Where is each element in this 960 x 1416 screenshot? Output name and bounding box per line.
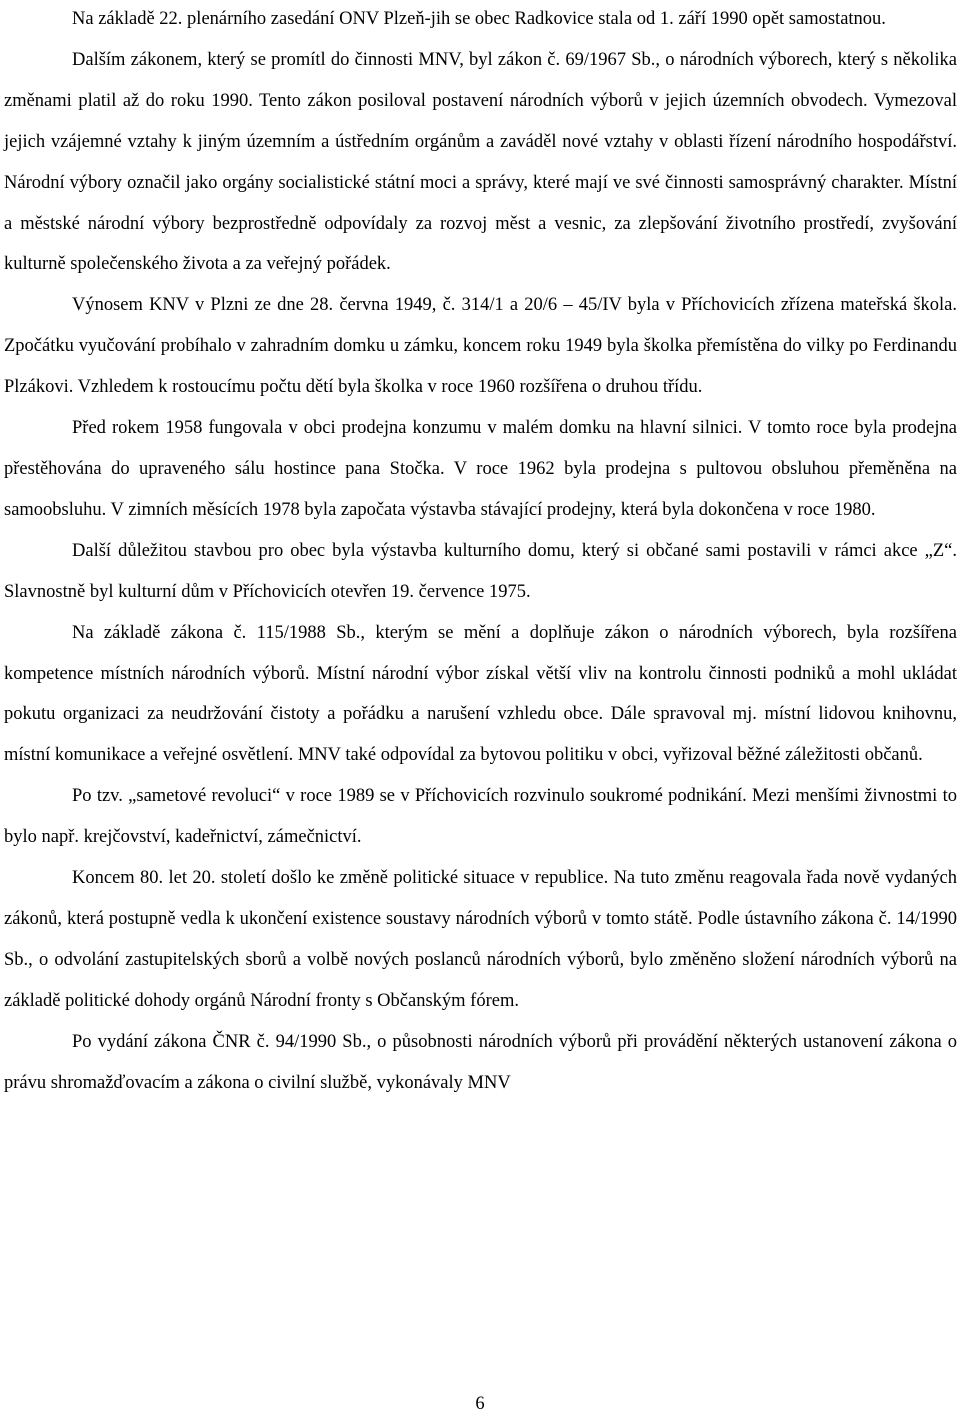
paragraph-5: Další důležitou stavbou pro obec byla výstavba kulturního domu, který si občané sami postavili v rámci akce „Z“. Slavnostně byl kulturní dům v Příchovicích otevřen 19. července 1975. bbox=[4, 540, 957, 602]
paragraph-2: Dalším zákonem, který se promítl do činnosti MNV, byl zákon č. 69/1967 Sb., o národních výborech, který s několika změnami platil až do roku 1990. Tento zákon posiloval postavení národních výborů v jejich územních obvodech. Vymezoval jejich vzájemné vztahy k jiným územním a ústředním orgánům a zaváděl nové vztahy v oblasti řízení národního hospodářství. Národní výbory označil jako orgány socialistické státní moci a správy, které mají ve své činnosti samosprávný charakter. Místní a městské národní výbory bezprostředně odpovídaly za rozvoj měst a vesnic, za zlepšování životního prostředí, zvyšování kulturně společenského života a za veřejný pořádek. bbox=[4, 49, 957, 275]
paragraph-9: Po vydání zákona ČNR č. 94/1990 Sb., o působnosti národních výborů při provádění některých ustanovení zákona o právu shromažďovacím a zákona o civilní službě, vykonávaly MNV bbox=[4, 1031, 957, 1093]
paragraph-8: Koncem 80. let 20. století došlo ke změně politické situace v republice. Na tuto změnu reagovala řada nově vydaných zákonů, která postupně vedla k ukončení existence soustavy národních výborů v tomto státě. Podle ústavního zákona č. 14/1990 Sb., o odvolání zastupitelských sborů a volbě nových poslanců národních výborů, bylo změněno složení národních výborů na základě politické dohody orgánů Národní fronty s Občanským fórem. bbox=[4, 868, 957, 1011]
paragraph-6: Na základě zákona č. 115/1988 Sb., kterým se mění a doplňuje zákon o národních výborech, byla rozšířena kompetence místních národních výborů. Místní národní výbor získal větší vliv na kontrolu činnosti podniků a mohl ukládat pokutu organizaci za neudržování čistoty a pořádku a narušení vzhledu obce. Dále spravoval mj. místní lidovou knihovnu, místní komunikace a veřejné osvětlení. MNV také odpovídal za bytovou politiku v obci, vyřizoval běžné záležitosti občanů. bbox=[4, 622, 957, 766]
document-body bbox=[4, 0, 957, 1103]
paragraph-7: Po tzv. „sametové revoluci“ v roce 1989 se v Příchovicích rozvinulo soukromé podnikání. Mezi menšími živnostmi to bylo např. krejčovství, kadeřnictví, zámečnictví. bbox=[4, 786, 957, 848]
paragraph-1: Na základě 22. plenárního zasedání ONV Plzeň-jih se obec Radkovice stala od 1. září 1990 opět samostatnou. bbox=[72, 9, 886, 29]
paragraph-3: Výnosem KNV v Plzni ze dne 28. června 1949, č. 314/1 a 20/6 – 45/IV byla v Příchovicích zřízena mateřská škola. Zpočátku vyučování probíhalo v zahradním domku u zámku, koncem roku 1949 byla školka přemístěna do vilky po Ferdinandu Plzákovi. Vzhledem k rostoucímu počtu dětí byla školka v roce 1960 rozšířena o druhou třídu. bbox=[4, 295, 957, 398]
paragraph-4: Před rokem 1958 fungovala v obci prodejna konzumu v malém domku na hlavní silnici. V tomto roce byla prodejna přestěhována do upraveného sálu hostince pana Stočka. V roce 1962 byla prodejna s pultovou obsluhou přeměněna na samoobsluhu. V zimních měsících 1978 byla započata výstavba stávající prodejny, která byla dokončena v roce 1980. bbox=[4, 418, 957, 520]
page-number: 6 bbox=[475, 1394, 485, 1414]
